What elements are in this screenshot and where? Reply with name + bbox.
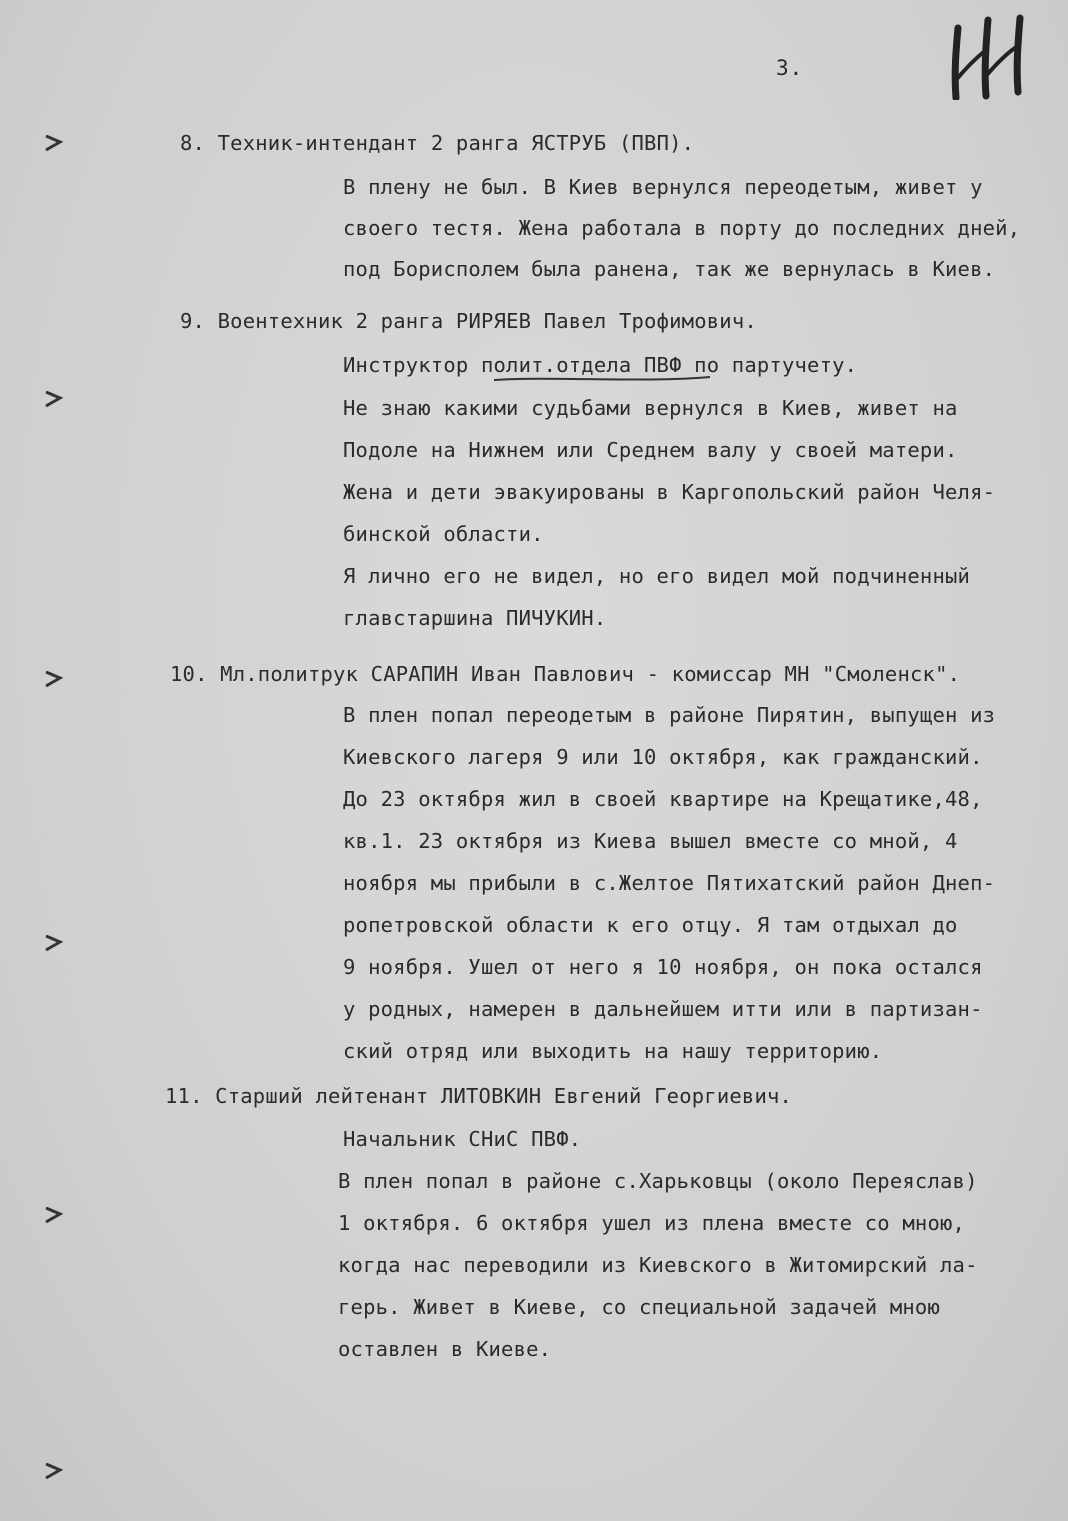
entry-9-line: Инструктор полит.отдела ПВФ по партучету. bbox=[343, 353, 858, 377]
entry-9-line: Подоле на Нижнем или Среднем валу у своей матери. bbox=[343, 438, 958, 462]
entry-10-line: у родных, намерен в дальнейшем итти или в партизан- bbox=[343, 997, 983, 1021]
page-number: 3. bbox=[776, 56, 804, 80]
entry-11-line: В плен попал в районе с.Харьковцы (около Переяслав) bbox=[338, 1169, 978, 1193]
entry-8-line: своего тестя. Жена работала в порту до последних дней, bbox=[343, 216, 1021, 240]
entry-9-line: бинской области. bbox=[343, 522, 544, 546]
entry-9-header: 9. Воентехник 2 ранга РИРЯЕВ Павел Трофимович. bbox=[180, 309, 757, 333]
entry-10-line: 9 ноября. Ушел от него я 10 ноября, он пока остался bbox=[343, 955, 983, 979]
entry-10-line: кв.1. 23 октября из Киева вышел вместе со мной, 4 bbox=[343, 829, 958, 853]
archive-sheet-number bbox=[944, 10, 1044, 100]
entry-8-line: В плену не был. В Киев вернулся переодетым, живет у bbox=[343, 175, 983, 199]
entry-9-line: Я лично его не видел, но его видел мой подчиненный bbox=[343, 564, 971, 588]
binding-mark-icon bbox=[38, 128, 68, 158]
binding-mark-icon bbox=[38, 1200, 68, 1230]
entry-8-header: 8. Техник-интендант 2 ранга ЯСТРУБ (ПВП). bbox=[180, 131, 695, 155]
entry-11-line: когда нас переводили из Киевского в Житомирский ла- bbox=[338, 1253, 978, 1277]
entry-11-line: Начальник СНиС ПВФ. bbox=[343, 1127, 582, 1151]
entry-10-line: Киевского лагеря 9 или 10 октября, как гражданский. bbox=[343, 745, 983, 769]
entry-11-line: герь. Живет в Киеве, со специальной задачей мною bbox=[338, 1295, 941, 1319]
entry-11-header: 11. Старший лейтенант ЛИТОВКИН Евгений Георгиевич. bbox=[165, 1084, 793, 1108]
binding-mark-icon bbox=[38, 664, 68, 694]
handwritten-underline bbox=[492, 374, 714, 384]
binding-mark-icon bbox=[38, 1456, 68, 1486]
entry-10-line: ноября мы прибыли в с.Желтое Пятихатский район Днеп- bbox=[343, 871, 996, 895]
entry-10-header: 10. Мл.политрук САРАПИН Иван Павлович - комиссар МН "Смоленск". bbox=[170, 662, 961, 686]
entry-10-line: В плен попал переодетым в районе Пирятин, выпущен из bbox=[343, 703, 996, 727]
entry-11-line: оставлен в Киеве. bbox=[338, 1337, 552, 1361]
entry-9-line: Не знаю какими судьбами вернулся в Киев, живет на bbox=[343, 396, 958, 420]
binding-mark-icon bbox=[38, 384, 68, 414]
entry-10-line: ский отряд или выходить на нашу территорию. bbox=[343, 1039, 883, 1063]
binding-mark-icon bbox=[38, 928, 68, 958]
entry-11-line: 1 октября. 6 октября ушел из плена вместе со мною, bbox=[338, 1211, 966, 1235]
entry-9-line: главстаршина ПИЧУКИН. bbox=[343, 606, 607, 630]
entry-10-line: ропетровской области к его отцу. Я там отдыхал до bbox=[343, 913, 958, 937]
entry-9-line: Жена и дети эвакуированы в Каргопольский район Челя- bbox=[343, 480, 996, 504]
entry-10-line: До 23 октября жил в своей квартире на Крещатике,48, bbox=[343, 787, 983, 811]
entry-8-line: под Борисполем была ранена, так же вернулась в Киев. bbox=[343, 257, 996, 281]
